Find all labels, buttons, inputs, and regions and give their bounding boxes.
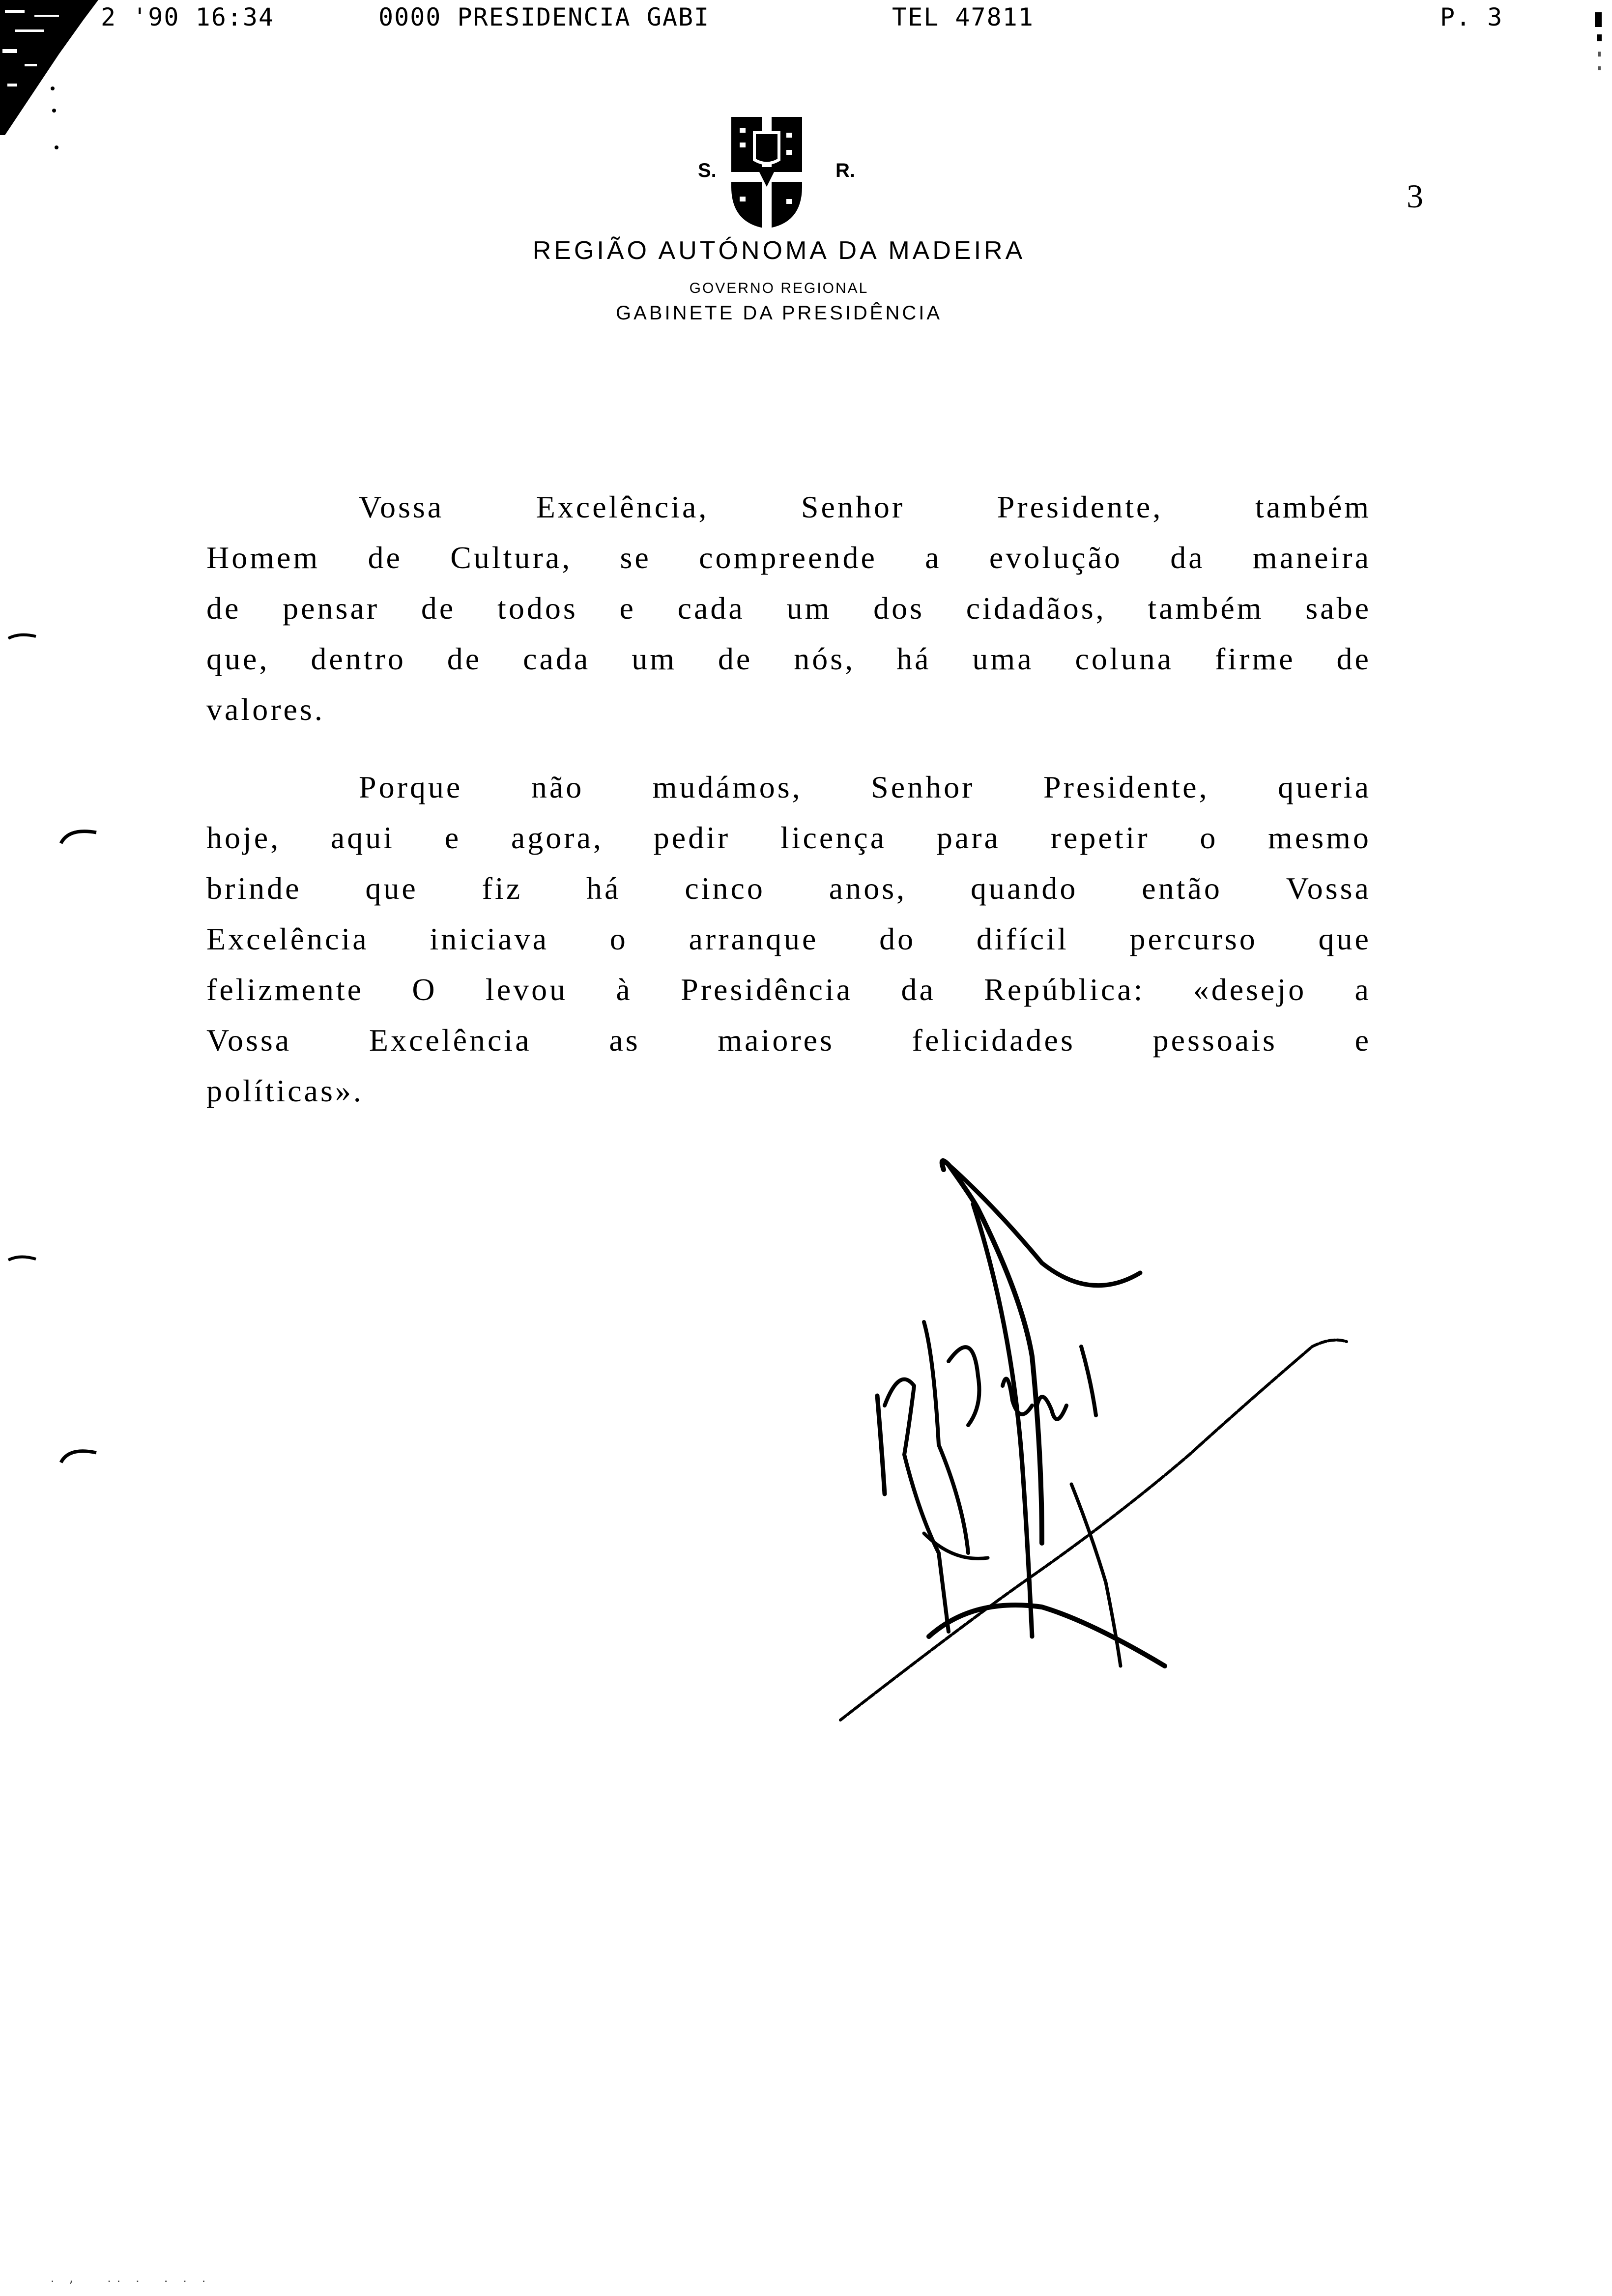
paragraph-word: a — [1354, 972, 1371, 1007]
paragraph-word: queria — [1278, 770, 1371, 804]
paragraph-word: Porque — [359, 770, 463, 804]
fax-page-number: P. 3 — [1440, 3, 1503, 31]
paragraph-word: dos — [873, 591, 924, 626]
paragraph-line — [206, 820, 1371, 870]
paragraph-line-text: políticas». — [206, 1073, 364, 1108]
paragraph-word: Excelência — [206, 921, 369, 956]
paragraph-line — [206, 921, 1371, 972]
paragraph-word: firme — [1215, 641, 1295, 676]
paragraph-line — [206, 1073, 1371, 1123]
crest-letter-r: R. — [835, 160, 855, 181]
paragraph-line — [206, 641, 1371, 691]
paragraph-word: também — [1255, 489, 1371, 524]
paragraph-word: há — [896, 641, 931, 676]
fax-sender: 0000 PRESIDENCIA GABI — [378, 3, 710, 31]
paragraph-word: Excelência, — [536, 489, 709, 524]
handwritten-page-number: 3 — [1407, 177, 1423, 215]
paragraph-word: felizmente — [206, 972, 364, 1007]
paragraph-word: coluna — [1075, 641, 1174, 676]
paragraph-word: sabe — [1305, 591, 1371, 626]
paragraph-word: maiores — [718, 1023, 835, 1058]
paragraph-word: há — [586, 871, 621, 906]
paragraph-word: se — [620, 540, 651, 575]
paragraph-word: de — [206, 591, 241, 626]
paragraph-line — [206, 691, 1371, 742]
paragraph-word: hoje, — [206, 820, 281, 855]
paragraph-word: levou — [485, 972, 568, 1007]
paragraph-word: Presidência — [681, 972, 853, 1007]
paragraph-word: licença — [780, 820, 887, 855]
paragraph-word: cada — [523, 641, 591, 676]
letterhead-government: GOVERNO REGIONAL — [689, 280, 869, 296]
paragraph-word: percurso — [1129, 921, 1258, 956]
paragraph-word: todos — [497, 591, 578, 626]
paragraph-word: Excelência — [369, 1023, 532, 1058]
paragraph-word: de — [447, 641, 482, 676]
paragraph-word: Cultura, — [450, 540, 573, 575]
paragraph-word: Senhor — [871, 770, 975, 804]
paragraph-word: de — [368, 540, 403, 575]
paragraph-word: arranque — [689, 921, 819, 956]
paragraph-word: Senhor — [801, 489, 905, 524]
paragraph-word: anos, — [829, 871, 907, 906]
paragraph-word: e — [1354, 1023, 1371, 1058]
paragraph-word: cidadãos, — [966, 591, 1106, 626]
paragraph-word: maneira — [1252, 540, 1371, 575]
paragraph-word: compreende — [699, 540, 877, 575]
paragraph-word: Vossa — [1286, 871, 1371, 906]
paragraph-word: então — [1142, 871, 1222, 906]
paragraph-word: Vossa — [359, 489, 444, 524]
paragraph-word: que — [1318, 921, 1371, 956]
body-paragraph-2 — [206, 769, 1371, 1123]
madeira-coat-of-arms-icon — [727, 113, 806, 231]
paragraph-word: pedir — [653, 820, 731, 855]
paragraph-word: nós, — [794, 641, 856, 676]
body-paragraph-1 — [206, 489, 1371, 742]
paragraph-word: e — [444, 820, 461, 855]
paragraph-word: um — [632, 641, 677, 676]
hole-punch-mark-4 — [59, 1445, 98, 1464]
paragraph-word: fiz — [482, 871, 523, 906]
paragraph-word: o — [609, 921, 628, 956]
paragraph-word: cada — [677, 591, 745, 626]
paragraph-word: o — [1200, 820, 1218, 855]
paragraph-line — [206, 870, 1371, 921]
paragraph-word: Homem — [206, 540, 320, 575]
paragraph-word: a — [925, 540, 942, 575]
paragraph-line — [206, 1022, 1371, 1073]
paragraph-word: quando — [970, 871, 1078, 906]
paragraph-line — [206, 972, 1371, 1022]
paragraph-word: um — [786, 591, 832, 626]
fax-datetime: 2 '90 16:34 — [101, 3, 275, 31]
paragraph-word: mudámos, — [652, 770, 803, 804]
letterhead-office: GABINETE DA PRESIDÊNCIA — [615, 302, 943, 324]
hole-punch-mark-2 — [59, 826, 98, 845]
paragraph-word: que — [365, 871, 418, 906]
edge-specks-artifact — [47, 84, 66, 157]
paragraph-word: não — [531, 770, 584, 804]
paragraph-word: da — [1170, 540, 1205, 575]
paragraph-line — [206, 769, 1371, 820]
paragraph-word: dentro — [311, 641, 406, 676]
paragraph-line — [206, 540, 1371, 590]
paragraph-word: pensar — [283, 591, 380, 626]
paragraph-word: Vossa — [206, 1023, 292, 1058]
crest-letter-s: S. — [698, 160, 717, 181]
paragraph-word: Presidente, — [997, 489, 1163, 524]
paragraph-word: mesmo — [1268, 820, 1371, 855]
paragraph-word: e — [619, 591, 636, 626]
paragraph-line — [206, 590, 1371, 641]
paragraph-word: que, — [206, 641, 270, 676]
paragraph-word: para — [936, 820, 1001, 855]
paragraph-word: agora, — [511, 820, 604, 855]
paragraph-word: cinco — [685, 871, 765, 906]
paragraph-word: aqui — [330, 820, 395, 855]
paragraph-word: brinde — [206, 871, 302, 906]
paragraph-word: do — [879, 921, 916, 956]
paragraph-line-text: valores. — [206, 692, 325, 727]
paragraph-word: felicidades — [912, 1023, 1075, 1058]
letterhead-region: REGIÃO AUTÓNOMA DA MADEIRA — [532, 236, 1026, 265]
paragraph-line — [206, 489, 1371, 540]
hole-punch-mark-3 — [7, 1253, 37, 1263]
paragraph-word: República: — [984, 972, 1145, 1007]
paragraph-word: de — [718, 641, 753, 676]
paragraph-word: pessoais — [1152, 1023, 1277, 1058]
paragraph-word: também — [1148, 591, 1264, 626]
right-edge-artifact — [1590, 10, 1610, 79]
paragraph-word: de — [421, 591, 456, 626]
paragraph-word: iniciava — [430, 921, 549, 956]
paragraph-word: Presidente, — [1043, 770, 1209, 804]
paragraph-word: O — [412, 972, 437, 1007]
paragraph-word: «desejo — [1193, 972, 1307, 1007]
paragraph-word: da — [901, 972, 936, 1007]
fax-telephone: TEL 47811 — [892, 3, 1034, 31]
paragraph-word: difícil — [976, 921, 1069, 956]
paragraph-word: repetir — [1050, 820, 1150, 855]
paragraph-word: as — [609, 1023, 640, 1058]
hole-punch-mark-1 — [7, 631, 37, 641]
handwritten-signature — [826, 1150, 1356, 1740]
paragraph-word: uma — [972, 641, 1034, 676]
footer-scan-noise: . , .. . . . . — [49, 2273, 210, 2285]
paragraph-word: de — [1336, 641, 1371, 676]
paragraph-word: à — [616, 972, 633, 1007]
paragraph-word: evolução — [989, 540, 1123, 575]
